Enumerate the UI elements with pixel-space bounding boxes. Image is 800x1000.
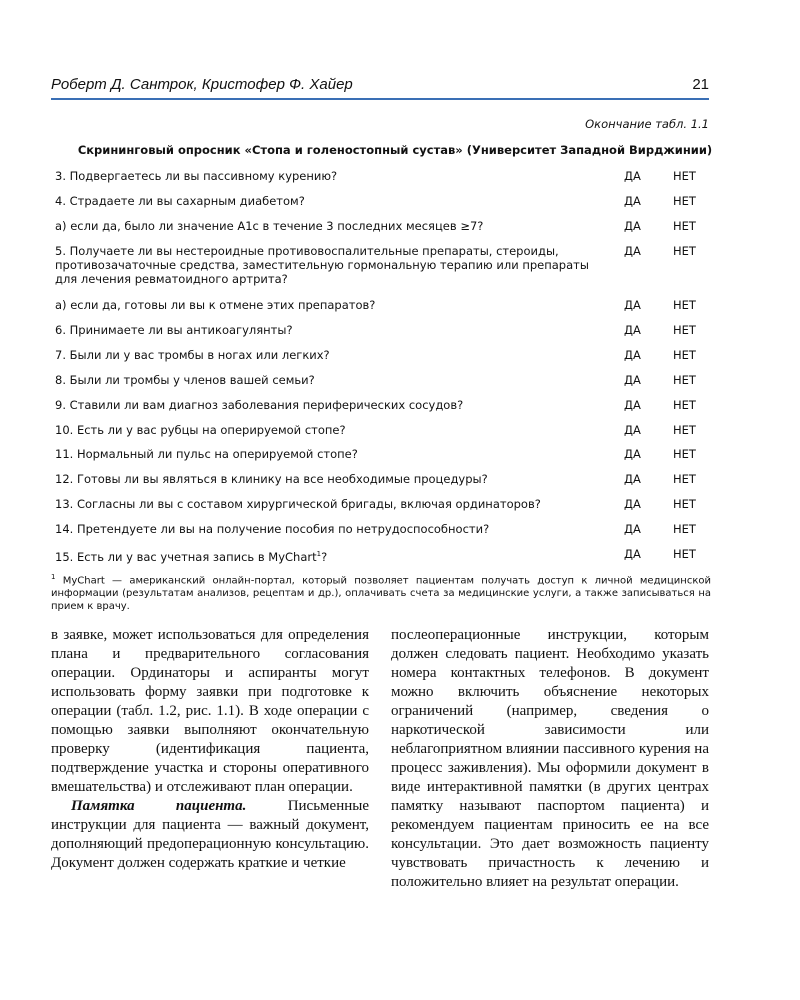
answer-no: НЕТ [673, 497, 696, 511]
answer-no: НЕТ [673, 169, 696, 183]
right-column [391, 626, 709, 892]
left-column [51, 626, 369, 873]
paragraph: послеоперационные инструкции, которым должен следовать пациент. Необходимо указать номера контактных телефонов. В документ можно включить объяснение некоторых ограничений (например, сведения о наркотической зависимости или неблагоприятном влиянии пассивного курения на процесс заживления). Мы оформили документ в виде интерактивной памятки (в других центрах памятку называют паспортом пациента) и рекомендуем пациентам приносить ее на все консультации. Это дает возможность пациенту чувствовать причастность к лечению и положительно влияет на результат операции. [391, 627, 709, 890]
answer-no: НЕТ [673, 398, 696, 412]
answer-yes: ДА [624, 447, 641, 461]
answer-yes: ДА [624, 497, 641, 511]
answer-yes: ДА [624, 219, 641, 233]
question-text: 3. Подвергаетесь ли вы пассивному курению? [55, 169, 338, 183]
running-header [51, 76, 709, 100]
answer-no: НЕТ [673, 447, 696, 461]
question-text: 8. Были ли тромбы у членов вашей семьи? [55, 373, 315, 387]
answer-no: НЕТ [673, 323, 696, 337]
question-text: 6. Принимаете ли вы антикоагулянты? [55, 323, 293, 337]
paragraph [51, 797, 369, 873]
header-authors: Роберт Д. Сантрок, Кристофер Ф. Хайер [51, 76, 353, 93]
answer-no: НЕТ [673, 194, 696, 208]
answer-yes: ДА [624, 298, 641, 312]
answer-yes: ДА [624, 547, 641, 561]
answer-no: НЕТ [673, 298, 696, 312]
answer-no: НЕТ [673, 472, 696, 486]
footnote-mark: 1 [51, 573, 56, 581]
question-text: 10. Есть ли у вас рубцы на оперируемой стопе? [55, 423, 346, 437]
footnote-ref: 1 [316, 550, 322, 558]
page-number: 21 [692, 76, 709, 93]
question-text: 7. Были ли у вас тромбы в ногах или легких? [55, 348, 330, 362]
paragraph: в заявке, может использоваться для определения плана и предварительного согласования операции. Ординаторы и аспиранты могут использовать форму заявки при подготовке к операции (табл. 1.2, рис. 1.1). В ходе операции с помощью заявки выполняют окончательную проверку (идентификация пациента, подтверждение участка и стороны оперативного вмешательства) и отслеживают план операции. [51, 627, 369, 795]
answer-yes: ДА [624, 244, 641, 258]
table-continuation-label: Окончание табл. 1.1 [585, 117, 709, 131]
question-text: 5. Получаете ли вы нестероидные противовоспалительные препараты, стероиды, противозачаточные средства, заместительную гормональную терапию или препараты для лечения ревматоидного артрита? [55, 244, 589, 286]
question-text: 11. Нормальный ли пульс на оперируемой стопе? [55, 447, 358, 461]
question-text: 4. Страдаете ли вы сахарным диабетом? [55, 194, 305, 208]
question-text [55, 547, 605, 564]
answer-yes: ДА [624, 169, 641, 183]
paragraph-lead: Памятка пациента. [71, 798, 247, 814]
question-text: 9. Ставили ли вам диагноз заболевания периферических сосудов? [55, 398, 464, 412]
footnote-text: MyChart — американский онлайн-портал, который позволяет пациентам получать доступ к личной медицинской информации (результатам анализов, рецептам и др.), оплачивать счета за медицинские услуги, а также записываться на прием к врачу. [51, 575, 711, 613]
answer-no: НЕТ [673, 373, 696, 387]
question-text-end: ? [321, 549, 328, 564]
answer-yes: ДА [624, 472, 641, 486]
answer-no: НЕТ [673, 547, 696, 561]
answer-yes: ДА [624, 348, 641, 362]
question-text-main: 15. Есть ли у вас учетная запись в MyChart [55, 549, 317, 564]
answer-yes: ДА [624, 323, 641, 337]
question-text: а) если да, было ли значение А1с в течение 3 последних месяцев ≥7? [55, 219, 484, 233]
answer-yes: ДА [624, 423, 641, 437]
table-footnote [51, 571, 711, 613]
answer-yes: ДА [624, 194, 641, 208]
paragraph-text: Письменные инструкции для пациента — важный документ, дополняющий предоперационную консультацию. Документ должен содержать краткие и четкие [51, 798, 369, 871]
answer-no: НЕТ [673, 219, 696, 233]
answer-no: НЕТ [673, 522, 696, 536]
answer-no: НЕТ [673, 244, 696, 258]
answer-no: НЕТ [673, 348, 696, 362]
table-title: Скрининговый опросник «Стопа и голеностопный сустав» (Университет Западной Вирджинии) [77, 143, 713, 157]
question-text: 14. Претендуете ли вы на получение пособия по нетрудоспособности? [55, 522, 490, 536]
answer-no: НЕТ [673, 423, 696, 437]
question-text: а) если да, готовы ли вы к отмене этих препаратов? [55, 298, 376, 312]
answer-yes: ДА [624, 522, 641, 536]
answer-yes: ДА [624, 398, 641, 412]
answer-yes: ДА [624, 373, 641, 387]
question-text: 13. Согласны ли вы с составом хирургической бригады, включая ординаторов? [55, 497, 541, 511]
question-text: 12. Готовы ли вы являться в клинику на все необходимые процедуры? [55, 472, 488, 486]
